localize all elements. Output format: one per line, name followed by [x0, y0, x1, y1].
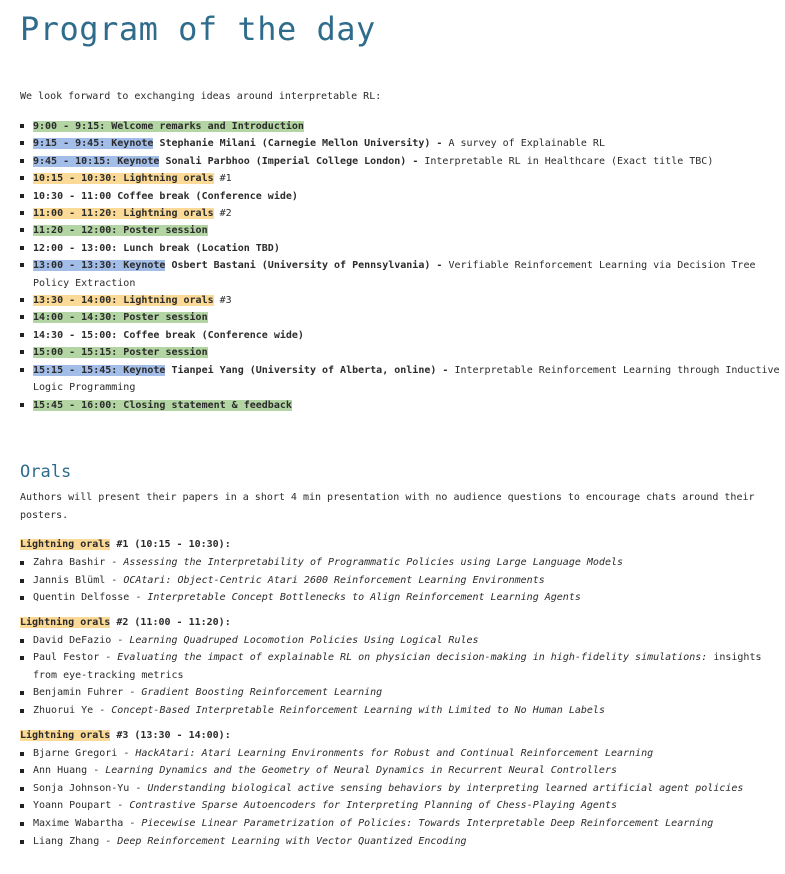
orals-group-heading [20, 529, 780, 554]
talk-author: Paul Festor [33, 652, 100, 664]
program-item [20, 188, 780, 205]
talk-paper-title: OCAtari: Object-Centric Atari 2600 Reinforcement Learning Environments [123, 574, 545, 586]
program-time: 9:45 - 10:15: Keynote [33, 155, 160, 167]
talk-author: Bjarne Gregori [33, 747, 118, 759]
program-time: 13:00 - 13:30: Keynote [33, 260, 166, 272]
talk-author: Benjamin Fuhrer [33, 687, 124, 699]
talk-separator: - [117, 747, 136, 759]
talk-paper-title: Evaluating the impact of explainable RL on physician decision-making in high-fidelity simulations: [117, 652, 708, 664]
program-item [20, 257, 780, 292]
program-time: 11:20 - 12:00: Poster session [33, 225, 208, 237]
page-title: Program of the day [20, 10, 376, 48]
talk-paper-title: Learning Quadruped Locomotion Policies Using Logical Rules [129, 634, 479, 646]
orals-group-time: #2 (11:00 - 11:20): [110, 616, 231, 628]
program-time: 14:30 - 15:00: Coffee break (Conference wide) [33, 329, 304, 341]
talk-author: Sonja Johnson-Yu [33, 782, 130, 794]
orals-group-time: #3 (13:30 - 14:00): [110, 729, 231, 741]
talk-author: Liang Zhang [33, 835, 100, 847]
program-dash: - [436, 260, 443, 272]
talk-author: Jannis Blüml [33, 574, 106, 586]
program-time: 12:00 - 13:00: Lunch break (Location TBD) [33, 242, 280, 254]
talk-separator: - [105, 556, 124, 568]
program-talk: Verifiable Reinforcement Learning via Decision Tree Policy Extraction [33, 260, 756, 289]
program-time: 15:00 - 15:15: Poster session [33, 347, 208, 359]
talk-separator: - [123, 687, 142, 699]
program-time: 11:00 - 11:20: Lightning orals [33, 208, 214, 220]
program-dash: - [436, 138, 443, 150]
talk-item [20, 797, 780, 815]
program-time: 10:15 - 10:30: Lightning orals [33, 173, 214, 185]
talk-item [20, 762, 780, 780]
program-talk: #3 [213, 295, 232, 307]
program-time: 15:45 - 16:00: Closing statement & feedback [33, 399, 292, 411]
orals-talk-list [20, 632, 780, 720]
program-list [20, 118, 780, 414]
talk-separator: - [99, 835, 118, 847]
orals-group-label: Lightning orals [20, 729, 111, 741]
talk-paper-subtitle: insights from eye-tracking metrics [33, 652, 762, 681]
talk-author: Zahra Bashir [33, 556, 106, 568]
talk-separator: - [129, 782, 148, 794]
talk-paper-title: Concept-Based Interpretable Reinforcement Learning with Limited to No Human Labels [111, 705, 605, 717]
talk-item [20, 589, 780, 607]
program-talk: Interpretable RL in Healthcare (Exact title TBC) [418, 155, 714, 167]
program-time: 15:15 - 15:45: Keynote [33, 364, 166, 376]
program-speaker: Stephanie Milani (Carnegie Mellon University) [153, 138, 437, 150]
program-item [20, 153, 780, 170]
talk-item [20, 632, 780, 650]
talk-item [20, 572, 780, 590]
program-speaker: Sonali Parbhoo (Imperial College London) [159, 155, 413, 167]
program-time: 9:15 - 9:45: Keynote [33, 138, 154, 150]
talk-item [20, 815, 780, 833]
talk-item [20, 702, 780, 720]
talk-paper-title: Contrastive Sparse Autoencoders for Interpreting Planning of Chess-Playing Agents [129, 800, 618, 812]
program-item [20, 344, 780, 361]
orals-heading: Orals [20, 461, 72, 482]
program-item [20, 397, 780, 414]
orals-group-label: Lightning orals [20, 538, 111, 550]
program-time: 13:30 - 14:00: Lightning orals [33, 295, 214, 307]
talk-paper-title: HackAtari: Atari Learning Environments for Robust and Continual Reinforcement Learning [135, 747, 654, 759]
talk-paper-title: Interpretable Concept Bottlenecks to Align Reinforcement Learning Agents [147, 592, 581, 604]
orals-group-time: #1 (10:15 - 10:30): [110, 538, 231, 550]
program-intro: We look forward to exchanging ideas around interpretable RL: [20, 91, 382, 102]
talk-paper-title: Understanding biological active sensing behaviors by interpreting learned artificial agent policies [147, 782, 744, 794]
program-item [20, 222, 780, 239]
program-time: 9:00 - 9:15: Welcome remarks and Introduction [33, 121, 304, 132]
talk-separator: - [111, 800, 130, 812]
talk-item [20, 649, 780, 684]
program-speaker: Tianpei Yang (University of Alberta, online) [165, 364, 443, 376]
talk-author: Maxime Wabartha [33, 818, 124, 830]
program-talk: #2 [213, 208, 232, 220]
talk-paper-title: Learning Dynamics and the Geometry of Neural Dynamics in Recurrent Neural Controllers [105, 765, 617, 777]
program-time: 10:30 - 11:00 Coffee break (Conference wide) [33, 190, 298, 202]
talk-separator: - [111, 634, 130, 646]
orals-talk-list [20, 745, 780, 851]
orals-group-heading [20, 720, 780, 745]
talk-paper-title: Deep Reinforcement Learning with Vector Quantized Encoding [117, 835, 467, 847]
program-dash: - [412, 155, 419, 167]
talk-item [20, 684, 780, 702]
talk-author: Zhuorui Ye [33, 705, 94, 717]
talk-author: David DeFazio [33, 634, 112, 646]
program-item [20, 327, 780, 344]
talk-item [20, 780, 780, 798]
orals-intro: Authors will present their papers in a short 4 min presentation with no audience questions to encourage chats around their posters. [20, 491, 755, 521]
talk-author: Yoann Poupart [33, 800, 112, 812]
talk-item [20, 554, 780, 572]
program-talk: A survey of Explainable RL [442, 138, 605, 150]
program-speaker: Osbert Bastani (University of Pennsylvania) [165, 260, 437, 272]
program-item [20, 135, 780, 152]
program-item [20, 205, 780, 222]
talk-paper-title: Piecewise Linear Parametrization of Policies: Towards Interpretable Deep Reinforcement Learning [141, 818, 714, 830]
program-item [20, 362, 780, 397]
talk-paper-title: Gradient Boosting Reinforcement Learning [141, 687, 383, 699]
talk-paper-title: Assessing the Interpretability of Programmatic Policies using Large Language Models [123, 556, 624, 568]
program-item [20, 292, 780, 309]
program-time: 14:00 - 14:30: Poster session [33, 312, 208, 324]
program-dash: - [442, 364, 449, 376]
program-item [20, 170, 780, 187]
talk-author: Quentin Delfosse [33, 592, 130, 604]
orals-groups [20, 529, 780, 850]
program-talk: Interpretable Reinforcement Learning through Inductive Logic Programming [33, 364, 780, 394]
talk-separator: - [99, 652, 118, 664]
program-item [20, 309, 780, 326]
talk-author: Ann Huang [33, 765, 88, 777]
talk-separator: - [87, 765, 106, 777]
talk-separator: - [129, 592, 148, 604]
talk-item [20, 833, 780, 851]
orals-talk-list [20, 554, 780, 607]
orals-group-heading [20, 607, 780, 632]
orals-group-label: Lightning orals [20, 616, 111, 628]
program-item [20, 240, 780, 257]
talk-separator: - [123, 818, 142, 830]
talk-item [20, 745, 780, 763]
talk-separator: - [105, 574, 124, 586]
program-talk: #1 [213, 173, 232, 185]
talk-separator: - [93, 705, 112, 717]
program-item [20, 118, 780, 135]
